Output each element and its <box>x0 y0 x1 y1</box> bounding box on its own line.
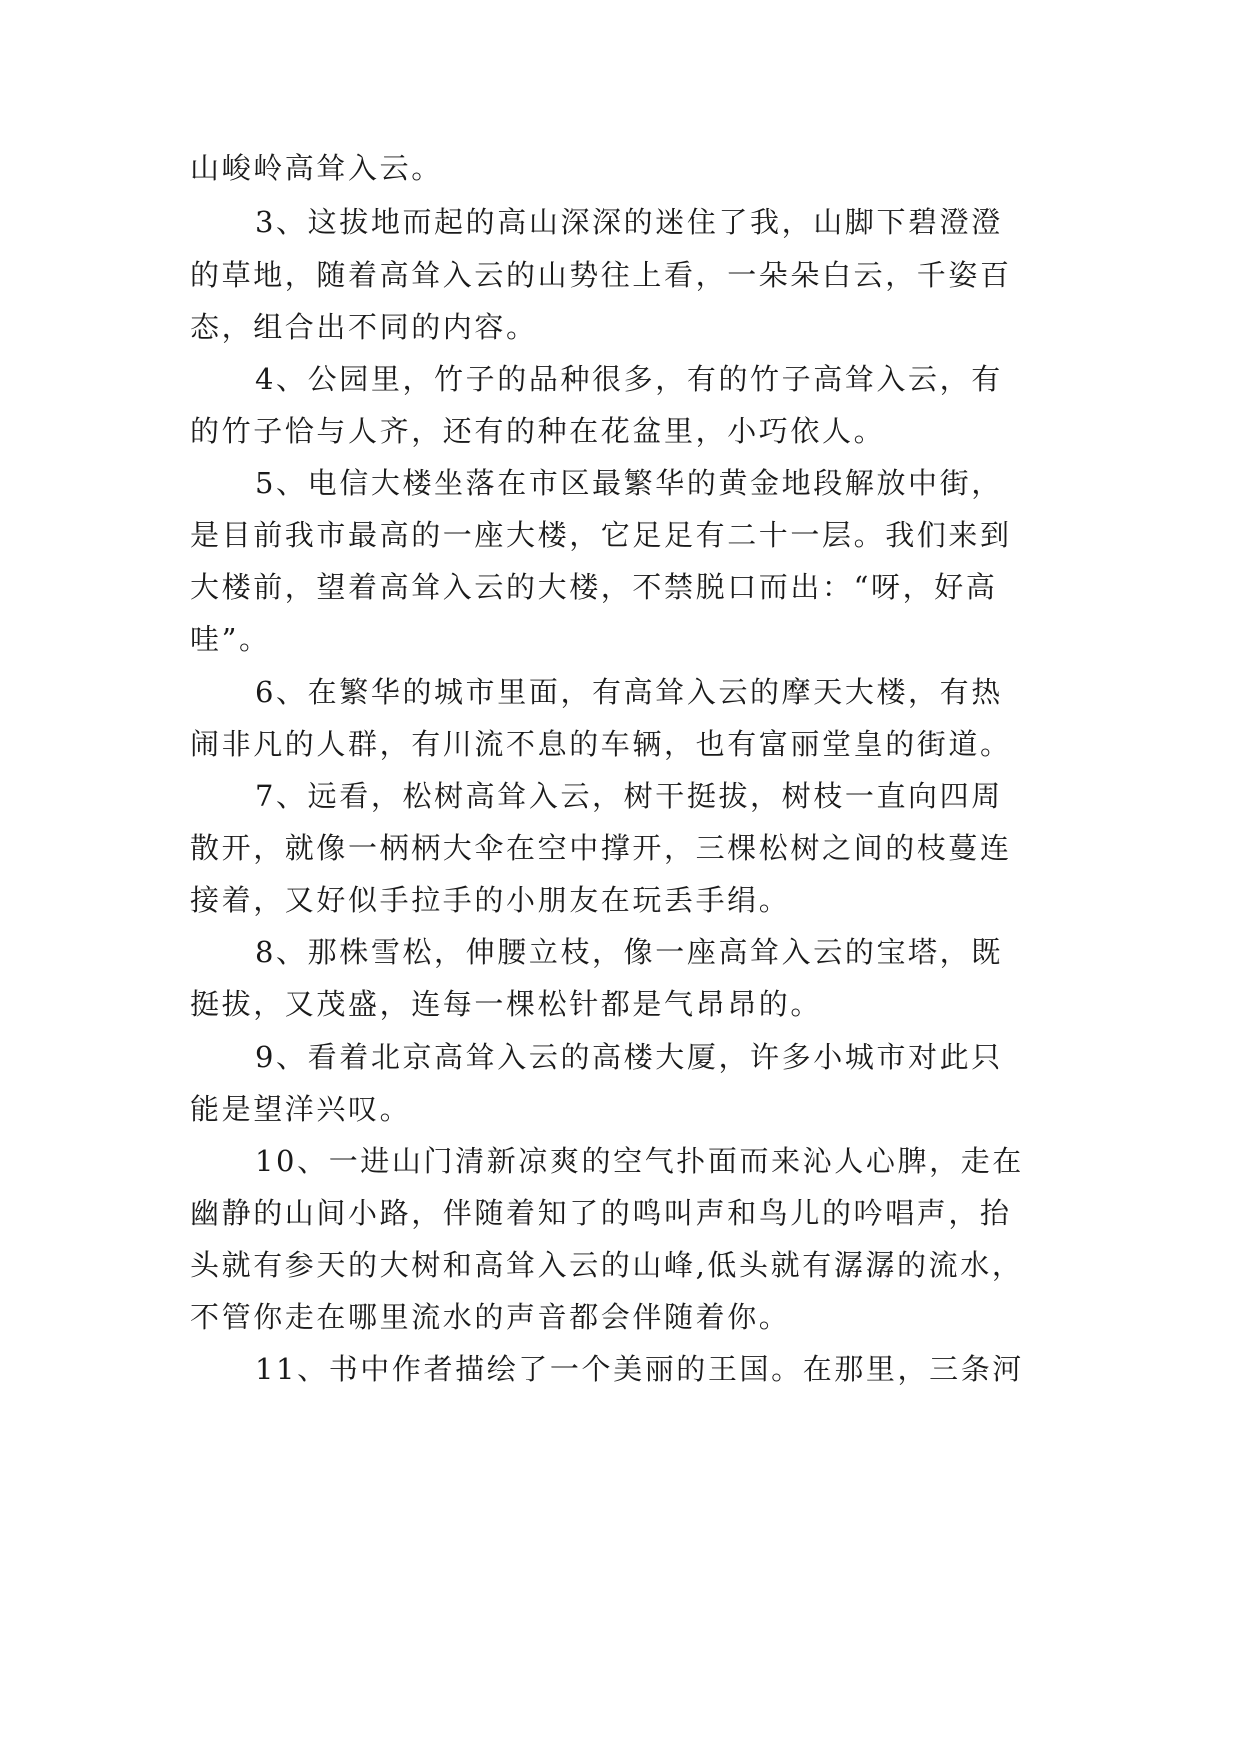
text-line: 大楼前，望着高耸入云的大楼，不禁脱口而出：“呀，好高 <box>190 570 998 604</box>
text-line: 是目前我市最高的一座大楼，它足足有二十一层。我们来到 <box>190 518 1012 552</box>
text-line: 4、公园里，竹子的品种很多，有的竹子高耸入云，有 <box>255 362 1003 396</box>
text-line: 山峻岭高耸入云。 <box>190 151 443 185</box>
text-line: 哇”。 <box>190 622 271 656</box>
text-line: 3、这拔地而起的高山深深的迷住了我，山脚下碧澄澄 <box>255 205 1003 239</box>
text-line: 的草地，随着高耸入云的山势往上看，一朵朵白云，千姿百 <box>190 258 1012 292</box>
text-line: 不管你走在哪里流水的声音都会伴随着你。 <box>190 1300 791 1334</box>
text-line: 散开，就像一柄柄大伞在空中撑开，三棵松树之间的枝蔓连 <box>190 831 1012 865</box>
text-line: 6、在繁华的城市里面，有高耸入云的摩天大楼，有热 <box>255 675 1003 709</box>
text-line: 头就有参天的大树和高耸入云的山峰,低头就有潺潺的流水， <box>190 1248 1024 1282</box>
text-line: 闹非凡的人群，有川流不息的车辆，也有富丽堂皇的街道。 <box>190 727 1012 761</box>
text-line: 能是望洋兴叹。 <box>190 1092 412 1126</box>
text-line: 10、一进山门清新凉爽的空气扑面而来沁人心脾，走在 <box>255 1144 1024 1178</box>
text-line: 8、那株雪松，伸腰立枝，像一座高耸入云的宝塔，既 <box>255 935 1003 969</box>
text-line: 接着，又好似手拉手的小朋友在玩丢手绢。 <box>190 883 791 917</box>
text-line: 幽静的山间小路，伴随着知了的鸣叫声和鸟儿的吟唱声，抬 <box>190 1196 1012 1230</box>
text-line: 的竹子恰与人齐，还有的种在花盆里，小巧依人。 <box>190 414 886 448</box>
text-line: 5、电信大楼坐落在市区最繁华的黄金地段解放中街， <box>255 466 1003 500</box>
text-line: 7、远看，松树高耸入云，树干挺拔，树枝一直向四周 <box>255 779 1003 813</box>
text-line: 挺拔，又茂盛，连每一棵松针都是气昂昂的。 <box>190 987 823 1021</box>
text-line: 11、书中作者描绘了一个美丽的王国。在那里，三条河 <box>255 1352 1024 1386</box>
text-line: 态，组合出不同的内容。 <box>190 310 538 344</box>
text-line: 9、看着北京高耸入云的高楼大厦，许多小城市对此只 <box>255 1040 1003 1074</box>
